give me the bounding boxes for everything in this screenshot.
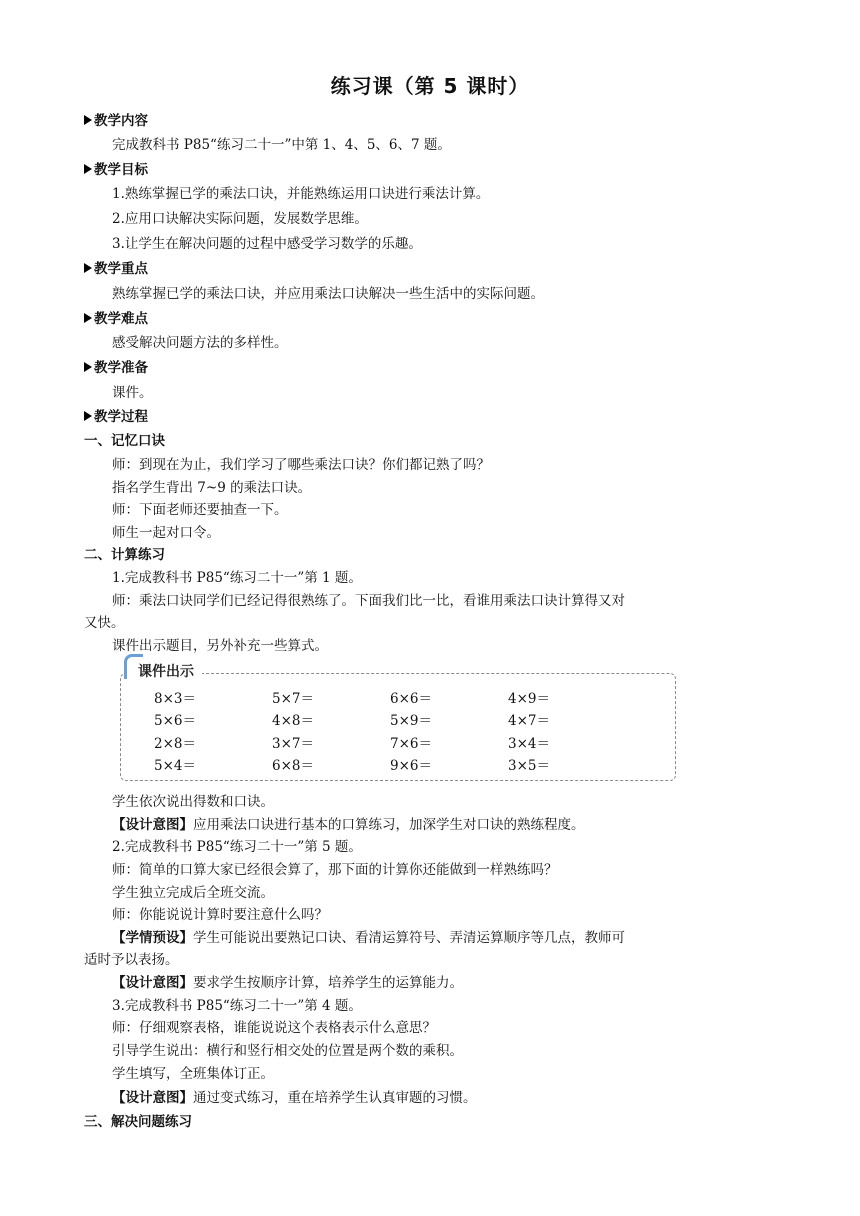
triangle-bullet-icon — [84, 115, 92, 125]
section-heading-difficulty: 教学难点 — [84, 310, 148, 328]
equation-cell: 5×4＝ — [154, 758, 196, 774]
paragraph: 2.完成教科书 P85“练习二十一”第 5 题。 — [112, 839, 362, 855]
goal-item: 1.熟练掌握已学的乘法口诀，并能熟练运用口诀进行乘法计算。 — [112, 186, 490, 202]
paragraph: 适时予以表扬。 — [84, 952, 179, 968]
page-title: 练习课（第 5 课时） — [330, 74, 530, 98]
paragraph: 师：你能说说计算时要注意什么吗？ — [112, 907, 328, 923]
section-heading-goals: 教学目标 — [84, 161, 148, 179]
paragraph: 指名学生背出 7~9 的乘法口诀。 — [112, 480, 312, 496]
content-text: 完成教科书 P85“练习二十一”中第 1、4、5、6、7 题。 — [112, 137, 451, 153]
equation-cell: 5×9＝ — [390, 713, 432, 729]
triangle-bullet-icon — [84, 411, 92, 421]
paragraph: 师：简单的口算大家已经很会算了，那下面的计算你还能做到一样熟练吗？ — [112, 862, 558, 878]
goal-item: 3.让学生在解决问题的过程中感受学习数学的乐趣。 — [112, 236, 422, 252]
learning-preset: 【学情预设】学生可能说出要熟记口诀、看清运算符号、弄清运算顺序等几点，教师可 — [112, 930, 625, 946]
paragraph: 1.完成教科书 P85“练习二十一”第 1 题。 — [112, 570, 362, 586]
equation-cell: 3×5＝ — [508, 758, 550, 774]
paragraph: 师：下面老师还要抽查一下。 — [112, 502, 288, 518]
triangle-bullet-icon — [84, 362, 92, 372]
paragraph: 学生依次说出得数和口诀。 — [112, 794, 274, 810]
section-heading-key: 教学重点 — [84, 260, 148, 278]
goal-item: 2.应用口诀解决实际问题，发展数学思维。 — [112, 211, 368, 227]
equation-cell: 4×7＝ — [508, 713, 550, 729]
equation-cell: 5×6＝ — [154, 713, 196, 729]
design-intent: 【设计意图】应用乘法口诀进行基本的口算练习，加深学生对口诀的熟练程度。 — [112, 817, 585, 833]
triangle-bullet-icon — [84, 164, 92, 174]
section-heading-prep: 教学准备 — [84, 359, 148, 377]
equation-cell: 3×7＝ — [272, 736, 314, 752]
paragraph: 课件出示题目，另外补充一些算式。 — [112, 638, 328, 654]
design-intent: 【设计意图】要求学生按顺序计算，培养学生的运算能力。 — [112, 975, 463, 991]
section-heading-content: 教学内容 — [84, 112, 148, 130]
part1-heading: 一、记忆口诀 — [84, 433, 165, 449]
key-text: 熟练掌握已学的乘法口诀，并应用乘法口诀解决一些生活中的实际问题。 — [112, 286, 544, 302]
paragraph: 学生独立完成后全班交流。 — [112, 885, 274, 901]
section-heading-process: 教学过程 — [84, 408, 148, 426]
equation-cell: 8×3＝ — [154, 691, 196, 707]
courseware-box-title: 课件出示 — [124, 660, 202, 684]
equation-cell: 6×8＝ — [272, 758, 314, 774]
paragraph: 3.完成教科书 P85“练习二十一”第 4 题。 — [112, 998, 362, 1014]
paragraph: 引导学生说出：横行和竖行相交处的位置是两个数的乘积。 — [112, 1043, 463, 1059]
paragraph: 学生填写，全班集体订正。 — [112, 1066, 274, 1082]
corner-flag-icon — [124, 654, 143, 679]
paragraph: 师：乘法口诀同学们已经记得很熟练了。下面我们比一比，看谁用乘法口诀计算得又对 — [112, 593, 625, 609]
triangle-bullet-icon — [84, 263, 92, 273]
paragraph: 师生一起对口令。 — [112, 525, 220, 541]
paragraph: 又快。 — [84, 615, 125, 631]
equation-cell: 2×8＝ — [154, 736, 196, 752]
equation-cell: 4×8＝ — [272, 713, 314, 729]
equation-cell: 4×9＝ — [508, 691, 550, 707]
part3-heading: 三、解决问题练习 — [84, 1114, 192, 1130]
triangle-bullet-icon — [84, 313, 92, 323]
equation-cell: 7×6＝ — [390, 736, 432, 752]
equation-cell: 5×7＝ — [272, 691, 314, 707]
equation-cell: 9×6＝ — [390, 758, 432, 774]
difficulty-text: 感受解决问题方法的多样性。 — [112, 335, 288, 351]
paragraph: 师：到现在为止，我们学习了哪些乘法口诀？你们都记熟了吗？ — [112, 457, 490, 473]
prep-text: 课件。 — [112, 385, 153, 401]
equation-cell: 6×6＝ — [390, 691, 432, 707]
equation-cell: 3×4＝ — [508, 736, 550, 752]
design-intent: 【设计意图】通过变式练习，重在培养学生认真审题的习惯。 — [112, 1090, 477, 1106]
paragraph: 师：仔细观察表格，谁能说说这个表格表示什么意思？ — [112, 1020, 436, 1036]
part2-heading: 二、计算练习 — [84, 547, 165, 563]
